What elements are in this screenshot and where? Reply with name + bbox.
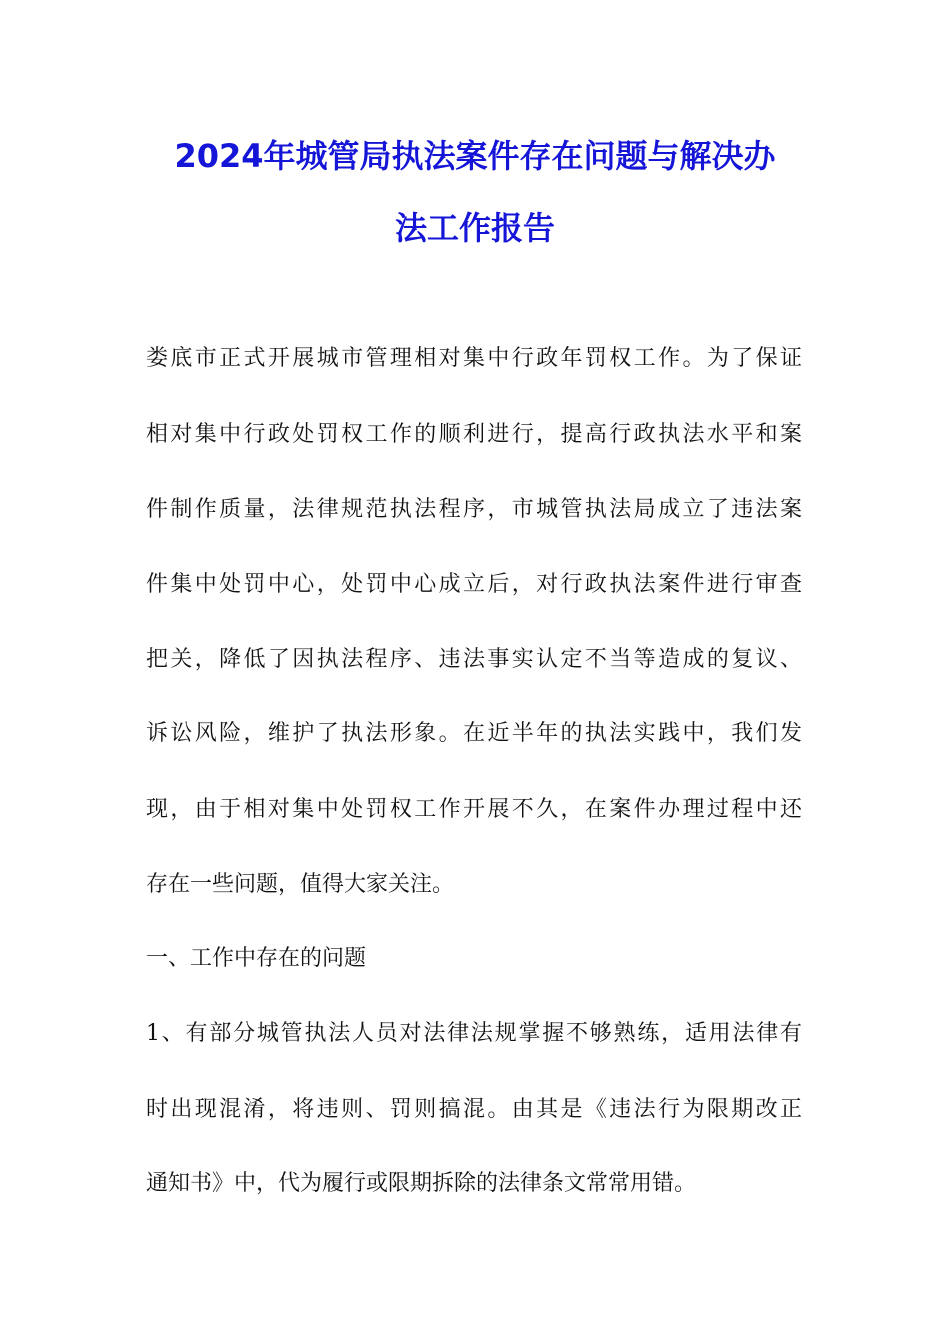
document-title-line-2: 法工作报告: [394, 209, 555, 247]
paragraph-1-line-2: 相对集中行政处罚权工作的顺利进行，提高行政执法水平和案: [146, 422, 802, 447]
paragraph-1-line-5: 把关，降低了因执法程序、违法事实认定不当等造成的复议、: [146, 647, 802, 672]
item-1-line-2: 时出现混淆，将违则、罚则搞混。由其是《违法行为限期改正: [146, 1097, 802, 1122]
section-1-heading: 一、工作中存在的问题: [146, 946, 367, 971]
paragraph-1-line-8: 存在一些问题，值得大家关注。: [146, 872, 455, 897]
document-title-line-1: 2024年城管局执法案件存在问题与解决办: [174, 137, 776, 175]
item-1-line-1: 1、有部分城管执法人员对法律法规掌握不够熟练，适用法律有: [146, 1021, 802, 1046]
paragraph-1-line-6: 诉讼风险，维护了执法形象。在近半年的执法实践中，我们发: [146, 721, 802, 746]
item-1-line-3: 通知书》中，代为履行或限期拆除的法律条文常常用错。: [146, 1171, 697, 1196]
paragraph-1-line-1: 娄底市正式开展城市管理相对集中行政年罚权工作。为了保证: [146, 346, 802, 371]
paragraph-1-line-4: 件集中处罚中心，处罚中心成立后，对行政执法案件进行审查: [146, 572, 802, 597]
paragraph-1-line-7: 现，由于相对集中处罚权工作开展不久，在案件办理过程中还: [146, 797, 802, 822]
paragraph-1-line-3: 件制作质量，法律规范执法程序，市城管执法局成立了违法案: [146, 497, 802, 522]
